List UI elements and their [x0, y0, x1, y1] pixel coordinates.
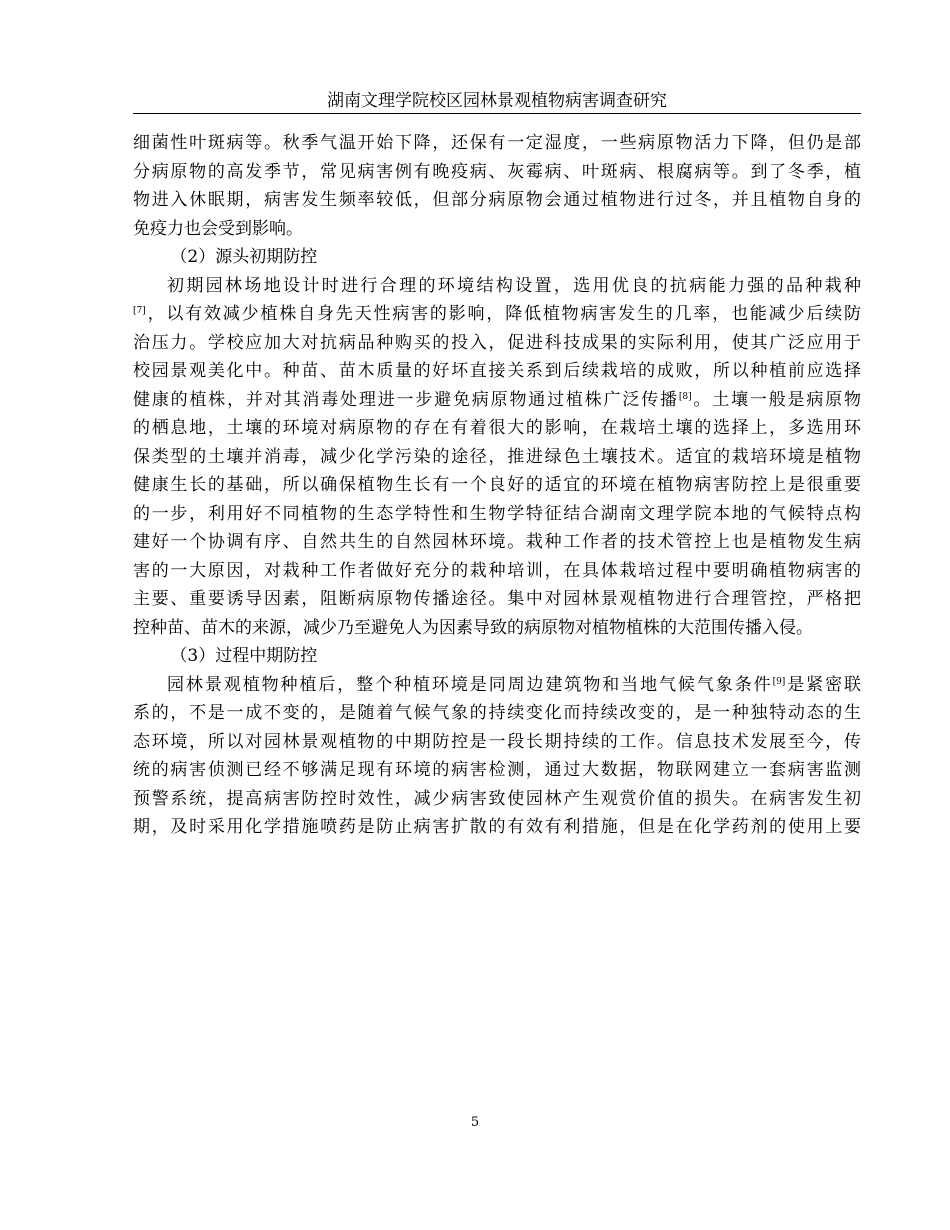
text-line: 期，及时采用化学措施喷药是防止病害扩散的有效有利措施，但是在化学药剂的使用上要	[133, 817, 861, 837]
text-span: 健康的植株，并对其消毒处理进一步避免病原物通过植株广泛传播	[133, 389, 679, 410]
running-header: 湖南文理学院校区园林景观植物病害调查研究	[327, 91, 667, 111]
text-span: 是紧密联	[785, 674, 862, 695]
text-line: 统的病害侦测已经不够满足现有环境的病害检测，通过大数据，物联网建立一套病害监测	[133, 760, 861, 780]
text-line: 保类型的土壤并消毒，减少化学污染的途径，推进绿色土壤技术。适宜的栽培环境是植物	[133, 446, 861, 467]
text-line	[133, 671, 861, 700]
text-span: 。土壤一般是病原物	[691, 389, 862, 410]
text-line: 细菌性叶斑病等。秋季气温开始下降，还保有一定湿度，一些病原物活力下降，但仍是部	[133, 133, 861, 153]
body-text	[133, 129, 861, 842]
text-line: 治压力。学校应加大对抗病品种购买的投入，促进科技成果的实际利用，使其广泛应用于	[133, 332, 861, 353]
text-line: 态环境，所以对园林景观植物的中期防控是一段长期持续的工作。信息技术发展至今，传	[133, 731, 861, 752]
citation-7: [7]	[133, 306, 146, 316]
text-line: 物进入休眠期，病害发生频率较低，但部分病原物会通过植物进行过冬，并且植物自身的	[133, 190, 861, 210]
citation-9: [9]	[772, 676, 786, 687]
text-line: 主要、重要诱导因素，阻断病原物传播途径。集中对园林景观植物进行合理管控，严格把	[133, 589, 861, 609]
text-line	[133, 300, 861, 329]
text-line: 的栖息地，土壤的环境对病原物的存在有着很大的影响，在栽培土壤的选择上，多选用环	[133, 418, 861, 438]
text-line: 的一步，利用好不同植物的生态学特性和生物学特征结合湖南文理学院本地的气候特点构	[133, 503, 861, 524]
text-line: 控种苗、苗木的来源，减少乃至避免人为因素导致的病原物对植物植株的大范围传播入侵。	[133, 617, 813, 638]
page-number: 5	[470, 1115, 480, 1130]
text-line: 分病原物的高发季节，常见病害例有晚疫病、灰霉病、叶斑病、根腐病等。到了冬季，植	[133, 161, 861, 182]
text-line: 健康生长的基础，所以确保植物生长有一个良好的适宜的环境在植物病害防控上是很重要	[133, 475, 861, 495]
text-line: 建好一个协调有序、自然共生的自然园林环境。栽种工作者的技术管控上也是植物发生病	[133, 532, 861, 552]
text-line: 害的一大原因，对栽种工作者做好充分的栽种培训，在具体栽培过程中要明确植物病害的	[133, 560, 861, 581]
text-line: 系的，不是一成不变的，是随着气候气象的持续变化而持续改变的，是一种独特动态的生	[133, 703, 861, 723]
text-line	[133, 386, 861, 415]
section-heading-2: （2）源头初期防控	[170, 247, 318, 267]
text-span: 园林景观植物种植后，整个种植环境是同周边建筑物和当地气候气象条件	[167, 674, 773, 695]
text-span: ，以有效减少植株自身先天性病害的影响，降低植物病害发生的几率，也能减少后续防	[145, 304, 861, 324]
text-line: 免疫力也会受到影响。	[133, 218, 303, 239]
section-heading-3: （3）过程中期防控	[170, 646, 318, 666]
text-line: 预警系统，提高病害防控时效性，减少病害致使园林产生观赏价值的损失。在病害发生初	[133, 788, 861, 809]
header-divider	[133, 113, 861, 114]
text-line: 校园景观美化中。种苗、苗木质量的好坏直接关系到后续栽培的成败，所以种植前应选择	[133, 361, 861, 381]
citation-8: [8]	[678, 391, 692, 402]
text-line: 初期园林场地设计时进行合理的环境结构设置，选用优良的抗病能力强的品种栽种	[167, 275, 861, 296]
